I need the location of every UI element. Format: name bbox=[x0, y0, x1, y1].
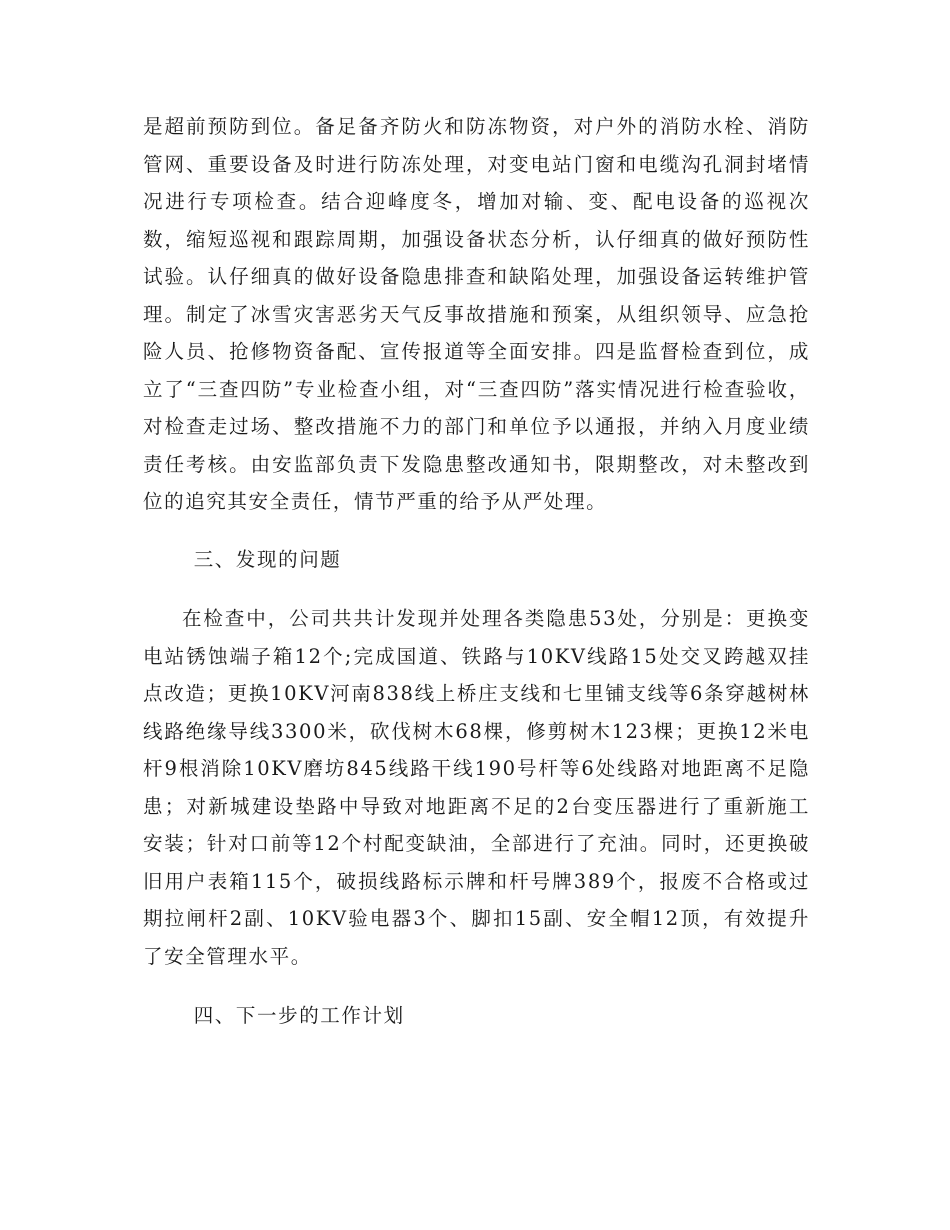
section-heading-3: 三、发现的问题 bbox=[193, 547, 342, 571]
body-paragraph: 是超前预防到位。备足备齐防火和防冻物资，对户外的消防水栓、消防管网、重要设备及时进行防冻处理，对变电站门窗和电缆沟孔洞封堵情况进行专项检查。结合迎峰度冬，增加对输、变、配电设备的巡视次数，缩短巡视和跟踪周期，加强设备状态分析，认仔细真的做好预防性试验。认仔细真的做好设备隐患排查和缺陷处理，加强设备运转维护管理。制定了冰雪灾害恶劣天气反事故措施和预案，从组织领导、应急抢险人员、抢修物资备配、宣传报道等全面安排。四是监督检查到位，成立了“三查四防”专业检查小组，对“三查四防”落实情况进行检查验收，对检查走过场、整改措施不力的部门和单位予以通报，并纳入月度业绩责任考核。由安监部负责下发隐患整改通知书，限期整改，对未整改到位的追究其安全责任，情节严重的给予从严处理。 bbox=[143, 115, 810, 513]
paragraph-gap bbox=[143, 975, 810, 997]
document-body bbox=[143, 108, 810, 1035]
paragraph-gap bbox=[143, 521, 810, 541]
paragraph-gap bbox=[143, 578, 810, 600]
body-paragraph: 在检查中，公司共共计发现并处理各类隐患53处，分别是：更换变电站锈蚀端子箱12个;完成国道、铁路与10KV线路15处交叉跨越双挂点改造；更换10KV河南838线上桥庄支线和七里铺支线等6条穿越树林线路绝缘导线3300米，砍伐树木68棵，修剪树木123棵；更换12米电杆9根消除10KV磨坊845线路干线190号杆等6处线路对地距离不足隐患；对新城建设垫路中导致对地距离不足的2台变压器进行了重新施工安装；针对口前等12个村配变缺油，全部进行了充油。同时，还更换破旧用户表箱115个，破损线路标示牌和杆号牌389个，报废不合格或过期拉闸杆2副、10KV验电器3个、脚扣15副、安全帽12顶，有效提升了安全管理水平。 bbox=[143, 607, 810, 968]
section-heading-4: 四、下一步的工作计划 bbox=[193, 1004, 405, 1027]
